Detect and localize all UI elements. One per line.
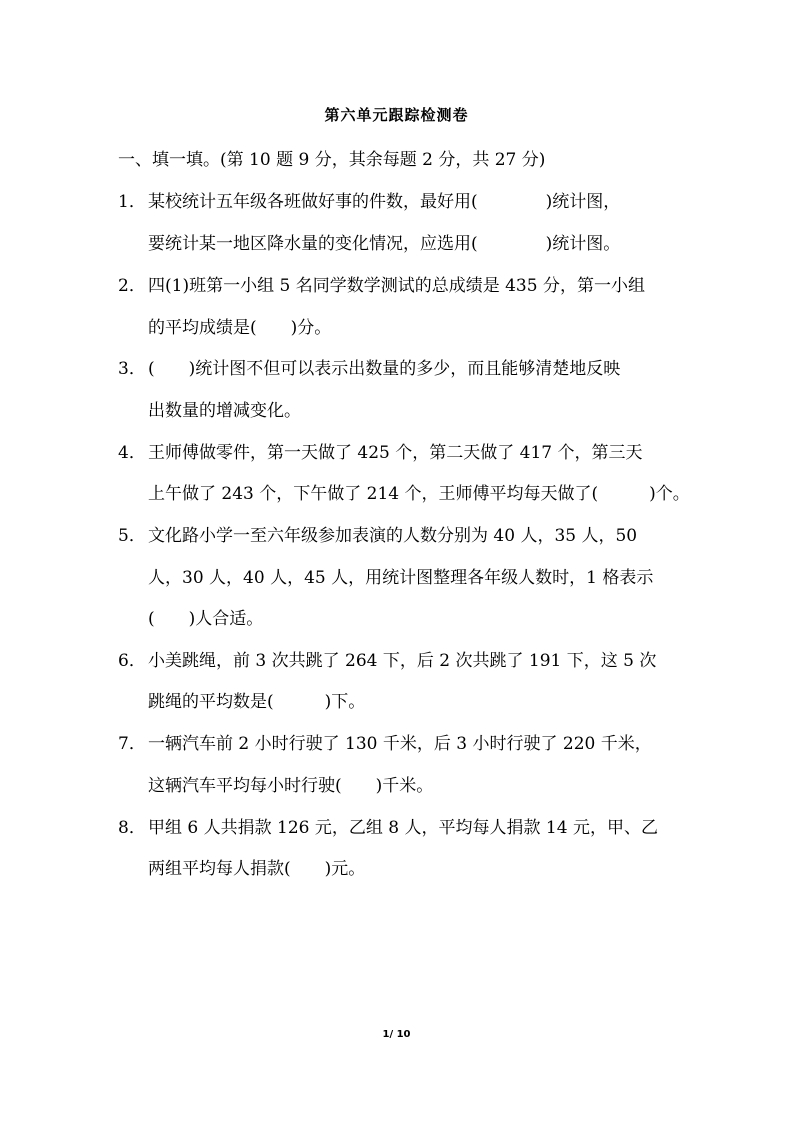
question-6-line-1: 小美跳绳，前 3 次共跳了 264 下，后 2 次共跳了 191 下，这 5 次 — [148, 651, 657, 671]
question-5-number: 5． — [118, 526, 146, 546]
question-7-line-1: 一辆汽车前 2 小时行驶了 130 千米，后 3 小时行驶了 220 千米， — [148, 734, 652, 754]
question-1-line-1: 某校统计五年级各班做好事的件数，最好用( )统计图， — [148, 192, 621, 212]
question-7-number: 7． — [118, 734, 146, 754]
question-1-line-2: 要统计某一地区降水量的变化情况，应选用( )统计图。 — [148, 234, 621, 254]
question-8-line-2: 两组平均每人捐款( )元。 — [148, 859, 366, 879]
question-6-line-2: 跳绳的平均数是( )下。 — [148, 692, 366, 712]
question-6-number: 6． — [118, 651, 146, 671]
question-3-line-1: ( )统计图不但可以表示出数量的多少，而且能够清楚地反映 — [148, 359, 621, 379]
section-heading: 一、填一填。(第 10 题 9 分，其余每题 2 分，共 27 分) — [118, 150, 546, 170]
question-2-number: 2． — [118, 276, 146, 296]
question-5-line-2: 人，30 人，40 人，45 人，用统计图整理各年级人数时，1 格表示 — [148, 568, 654, 588]
question-4-line-2: 上午做了 243 个，下午做了 214 个，王师傅平均每天做了( )个。 — [148, 484, 690, 504]
question-1-number: 1． — [118, 192, 146, 212]
question-4-line-1: 王师傅做零件，第一天做了 425 个，第二天做了 417 个，第三天 — [148, 443, 643, 463]
question-2-line-2: 的平均成绩是( )分。 — [148, 318, 332, 338]
question-4-number: 4． — [118, 443, 146, 463]
page-title: 第六单元跟踪检测卷 — [324, 106, 469, 124]
question-5-line-1: 文化路小学一至六年级参加表演的人数分别为 40 人，35 人，50 — [148, 526, 638, 546]
question-3-number: 3． — [118, 359, 146, 379]
question-3-line-2: 出数量的增减变化。 — [148, 401, 301, 421]
page-number: 1/ 10 — [382, 1029, 411, 1040]
question-8-line-1: 甲组 6 人共捐款 126 元，乙组 8 人，平均每人捐款 14 元，甲、乙 — [148, 818, 658, 838]
question-5-line-3: ( )人合适。 — [148, 609, 264, 629]
question-2-line-1: 四(1)班第一小组 5 名同学数学测试的总成绩是 435 分，第一小组 — [148, 276, 645, 296]
question-8-number: 8． — [118, 818, 146, 838]
question-7-line-2: 这辆汽车平均每小时行驶( )千米。 — [148, 776, 434, 796]
